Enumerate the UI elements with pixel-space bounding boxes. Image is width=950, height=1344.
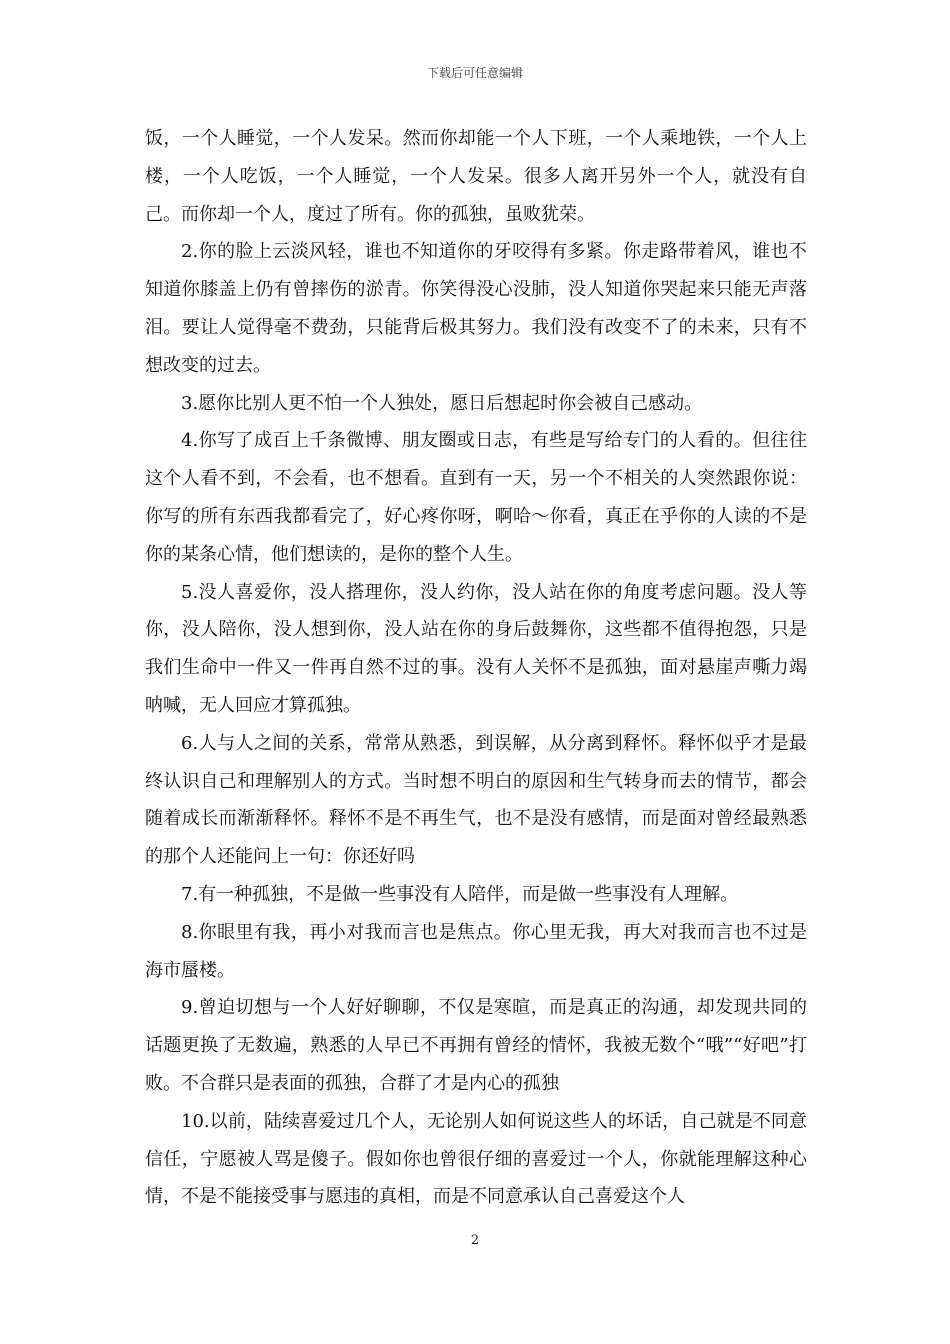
- paragraph-8: 8.你眼里有我，再小对我而言也是焦点。你心里无我，再大对我而言也不过是海市蜃楼。: [145, 921, 807, 981]
- paragraph-continued: 饭，一个人睡觉，一个人发呆。然而你却能一个人下班，一个人乘地铁，一个人上楼，一个人吃饭，一个人睡觉，一个人发呆。很多人离开另外一个人，就没有自己。而你却一个人，度过了所有。你的孤独，虽败犹荣。: [145, 128, 807, 225]
- paragraph-9: 9.曾迫切想与一个人好好聊聊，不仅是寒暄，而是真正的沟通，却发现共同的话题更换了无数遍，熟悉的人早已不再拥有曾经的情怀，我被无数个“哦”“好吧”打败。不合群只是表面的孤独，合群了才是内心的孤独: [145, 997, 807, 1094]
- paragraph-3: 3.愿你比别人更不怕一个人独处，愿日后想起时你会被自己感动。: [181, 392, 703, 414]
- paragraph-5: 5.没人喜爱你，没人搭理你，没人约你，没人站在你的角度考虑问题。没人等你，没人陪你，没人想到你，没人站在你的身后鼓舞你，这些都不值得抱怨，只是我们生命中一件又一件再自然不过的事。没有人关怀不是孤独，面对悬崖声嘶力竭呐喊，无人回应才算孤独。: [145, 581, 807, 716]
- document-body: [145, 120, 807, 1216]
- paragraph-4: 4.你写了成百上千条微博、朋友圈或日志，有些是写给专门的人看的。但往往这个人看不到，不会看，也不想看。直到有一天，另一个不相关的人突然跟你说：你写的所有东西我都看完了，好心疼你呀，啊哈～你看，真正在乎你的人读的不是你的某条心情，他们想读的，是你的整个人生。: [145, 430, 807, 565]
- paragraph-2: 2.你的脸上云淡风轻，谁也不知道你的牙咬得有多紧。你走路带着风，谁也不知道你膝盖上仍有曾摔伤的淤青。你笑得没心没肺，没人知道你哭起来只能无声落泪。要让人觉得毫不费劲，只能背后极其努力。我们没有改变不了的未来，只有不想改变的过去。: [145, 241, 807, 376]
- paragraph-7: 7.有一种孤独，不是做一些事没有人陪伴，而是做一些事没有人理解。: [181, 883, 739, 905]
- page-header: 下载后可任意编辑: [426, 66, 523, 80]
- paragraph-6: 6.人与人之间的关系，常常从熟悉，到误解，从分离到释怀。释怀似乎才是最终认识自己和理解别人的方式。当时想不明白的原因和生气转身而去的情节，都会随着成长而渐渐释怀。释怀不是不再生气，也不是没有感情，而是面对曾经最熟悉的那个人还能问上一句：你还好吗: [145, 732, 807, 868]
- page-number: 2: [470, 1233, 480, 1248]
- paragraph-10: 10.以前，陆续喜爱过几个人，无论别人如何说这些人的坏话，自己就是不同意信任，宁愿被人骂是傻子。假如你也曾很仔细的喜爱过一个人，你就能理解这种心情，不是不能接受事与愿违的真相，而是不同意承认自己喜爱这个人: [145, 1110, 807, 1208]
